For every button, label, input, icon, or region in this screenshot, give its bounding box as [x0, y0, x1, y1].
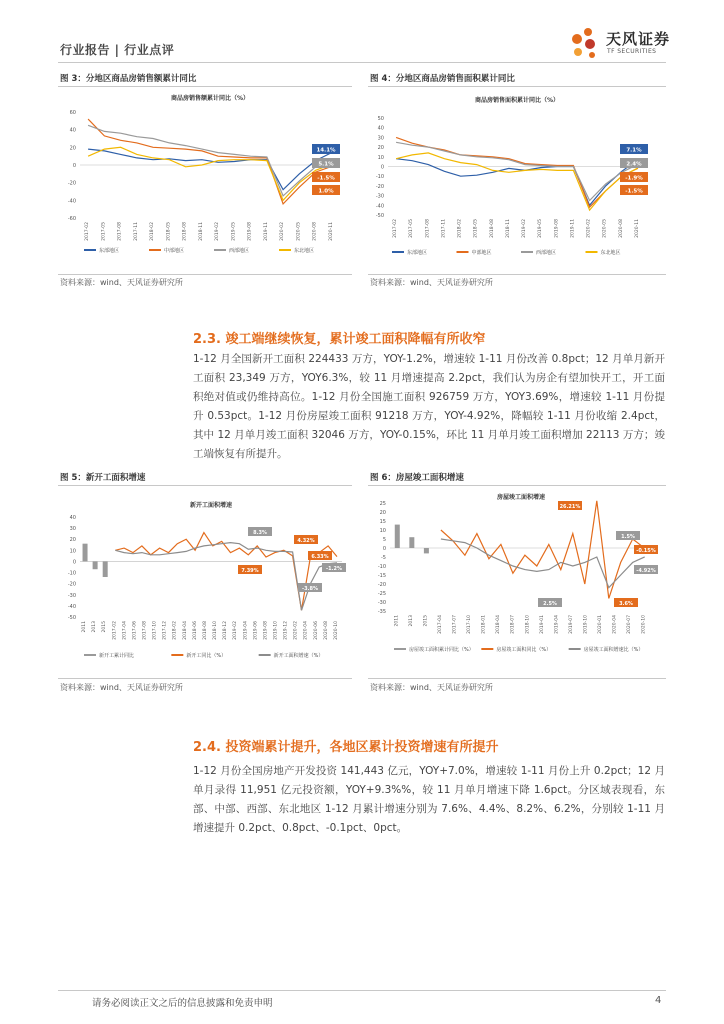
chart5-y-tick-label: 20 [69, 537, 76, 544]
figure-3-caption-rule [58, 86, 352, 87]
chart6-callout-label: 3.6% [619, 601, 633, 607]
chart6-callout-label: -0.15% [636, 548, 656, 554]
chart5-x-tick-label: 2017-10 [152, 621, 158, 640]
chart5-y-tick-label: -20 [67, 581, 76, 588]
chart4-callout-label: 2.4% [626, 161, 642, 168]
chart3-x-tick-label: 2018-11 [198, 222, 204, 241]
chart5-x-tick-label: 2020-02 [293, 621, 299, 640]
chart3-x-tick-label: 2019-05 [231, 222, 237, 241]
chart3-y-tick-label: -40 [67, 198, 76, 205]
chart6-title: 房屋竣工面积增速 [496, 494, 546, 501]
chart5-y-tick-label: 10 [69, 548, 76, 555]
footer-divider [58, 990, 666, 991]
chart4-legend-label: 东北地区 [600, 250, 621, 256]
chart5-x-tick-label: 2015 [102, 621, 108, 633]
chart6-y-tick-label: 25 [379, 501, 386, 507]
chart3-callout-label: 5.1% [318, 161, 334, 168]
chart6-y-tick-label: -30 [377, 600, 386, 606]
figure-4-source: 资料来源：wind、天风证券研究所 [370, 278, 493, 287]
chart6-bar [395, 525, 400, 548]
tf-logo-icon [566, 26, 604, 62]
chart5-x-tick-label: 2017-12 [162, 621, 168, 640]
report-type-header: 行业报告 | 行业点评 [60, 43, 175, 57]
chart5-y-tick-label: 0 [72, 559, 76, 566]
chart6-y-tick-label: 0 [382, 546, 386, 552]
chart4-callout-label: -1.9% [625, 175, 643, 182]
chart4-series-line [396, 159, 638, 206]
chart5-x-tick-label: 2018-04 [182, 621, 188, 640]
chart3-x-tick-label: 2017-08 [117, 222, 123, 241]
figure-6-caption-rule [368, 485, 666, 486]
chart6-x-tick-label: 2019-07 [568, 615, 574, 634]
chart5-x-tick-label: 2018-06 [192, 621, 198, 640]
figure-4-source-rule [368, 274, 666, 275]
chart3-legend-label: 东部地区 [99, 248, 120, 254]
figure-6-source: 资料来源：wind、天风证券研究所 [370, 683, 493, 692]
chart6-y-tick-label: -5 [381, 555, 386, 561]
chart6-y-tick-label: -25 [377, 591, 386, 597]
chart5-y-tick-label: -50 [67, 615, 76, 621]
chart5-y-tick-label: 40 [69, 515, 76, 521]
chart3-y-tick-label: 60 [69, 110, 76, 116]
figure-5-caption-rule [58, 485, 352, 486]
footer-disclaimer: 请务必阅读正文之后的信息披露和免责申明 [92, 998, 273, 1009]
chart5-x-tick-label: 2017-06 [132, 621, 138, 640]
chart4-x-tick-label: 2020-02 [586, 219, 592, 238]
chart5-bar [83, 544, 88, 562]
chart6-y-tick-label: -10 [377, 564, 386, 570]
chart6-callout-label: -4.92% [636, 568, 656, 574]
figure-3-chart [58, 90, 354, 270]
chart5-legend-label: 新开工累计同比 [99, 653, 135, 659]
chart3-legend-label: 西部地区 [229, 248, 250, 254]
chart3-callout-label: 14.1% [316, 147, 336, 154]
figure-3-caption: 图 3：分地区商品房销售额累计同比 [60, 74, 197, 84]
chart4-legend-label: 西部地区 [536, 250, 557, 256]
chart4-y-tick-label: -20 [375, 183, 384, 190]
chart4-callout-label: 7.1% [626, 147, 642, 154]
chart6-x-tick-label: 2017-07 [452, 615, 458, 634]
figure-5-source: 资料来源：wind、天风证券研究所 [60, 683, 183, 692]
chart6-legend-label: 房屋竣工面积累计同比（%） [409, 647, 474, 653]
chart4-x-tick-label: 2018-08 [489, 219, 495, 238]
chart6-x-tick-label: 2017-04 [437, 615, 443, 634]
chart5-x-tick-label: 2020-08 [323, 621, 329, 640]
figure-3-source-rule [58, 274, 352, 275]
chart3-x-tick-label: 2017-05 [101, 222, 107, 241]
chart5-x-tick-label: 2019-06 [253, 621, 259, 640]
chart4-x-tick-label: 2020-05 [602, 219, 608, 238]
chart6-x-tick-label: 2019-04 [554, 615, 560, 634]
logo-english-name: TF SECURITIES [607, 48, 657, 55]
chart3-x-tick-label: 2020-08 [312, 222, 318, 241]
chart5-legend-label: 新开工面积增速（%） [273, 653, 324, 659]
page-number: 4 [655, 995, 662, 1006]
chart6-x-tick-label: 2019-10 [583, 615, 589, 634]
chart3-y-tick-label: 20 [69, 145, 76, 152]
chart5-x-tick-label: 2019-10 [273, 621, 279, 640]
chart6-x-tick-label: 2018-04 [496, 615, 502, 634]
chart5-x-tick-label: 2017-08 [142, 621, 148, 640]
chart3-y-tick-label: -60 [67, 216, 76, 222]
chart5-x-tick-label: 2019-08 [263, 621, 269, 640]
chart4-y-tick-label: 10 [377, 154, 384, 161]
chart6-bar [409, 537, 414, 548]
chart3-x-tick-label: 2019-08 [247, 222, 253, 241]
chart5-series-line [115, 533, 337, 611]
chart5-callout-label: -1.2% [326, 566, 342, 572]
chart6-x-tick-label: 2018-10 [525, 615, 531, 634]
chart6-x-tick-label: 2020-07 [627, 615, 633, 634]
chart6-x-tick-label: 2020-01 [598, 615, 604, 634]
chart5-y-tick-label: -10 [67, 570, 76, 577]
chart5-callout-label: 4.32% [297, 538, 315, 544]
chart5-callout-label: 8.3% [253, 530, 267, 536]
chart5-y-tick-label: -40 [67, 603, 76, 610]
chart5-title: 新开工面积增速 [189, 502, 233, 509]
chart3-callout-label: 1.0% [318, 188, 334, 195]
chart6-x-tick-label: 2018-07 [510, 615, 516, 634]
chart3-y-tick-label: -20 [67, 180, 76, 187]
chart5-x-tick-label: 2020-10 [333, 621, 339, 640]
figure-4-chart [368, 90, 666, 270]
chart6-y-tick-label: -15 [377, 573, 386, 579]
chart3-title: 商品房销售额累计同比（%） [170, 95, 250, 102]
chart5-bar [93, 561, 98, 569]
chart4-y-tick-label: -40 [375, 203, 384, 210]
chart3-x-tick-label: 2019-11 [263, 222, 269, 241]
chart4-y-tick-label: -30 [375, 193, 384, 200]
chart6-y-tick-label: 5 [382, 537, 386, 543]
chart6-callout-label: 1.5% [621, 534, 635, 540]
chart4-legend-label: 东部地区 [407, 250, 428, 256]
chart4-y-tick-label: 20 [377, 145, 384, 152]
chart5-x-tick-label: 2019-04 [243, 621, 249, 640]
chart5-x-tick-label: 2020-06 [313, 621, 319, 640]
chart5-x-tick-label: 2018-02 [172, 621, 178, 640]
chart5-legend-label: 新开工同比（%） [186, 653, 227, 659]
chart3-legend-label: 东北地区 [294, 248, 315, 254]
chart4-legend-label: 中部地区 [471, 250, 492, 256]
chart4-y-tick-label: 0 [380, 164, 384, 171]
chart5-callout-label: 6.33% [311, 554, 329, 560]
chart6-y-tick-label: 20 [379, 510, 386, 516]
figure-6-source-rule [368, 678, 666, 679]
figure-4-caption: 图 4：分地区商品房销售面积累计同比 [370, 74, 515, 84]
chart5-callout-label: 7.39% [241, 568, 259, 574]
chart4-x-tick-label: 2017-08 [425, 219, 431, 238]
chart6-x-tick-label: 2019-01 [539, 615, 545, 634]
chart5-x-tick-label: 2019-02 [233, 621, 239, 640]
chart6-x-tick-label: 2020-04 [612, 615, 618, 634]
chart6-callout-label: 26.21% [559, 504, 581, 510]
chart3-x-tick-label: 2018-02 [150, 222, 156, 241]
chart4-x-tick-label: 2018-05 [473, 219, 479, 238]
chart4-x-tick-label: 2019-11 [570, 219, 576, 238]
chart3-callout-label: -1.5% [317, 175, 335, 182]
chart6-y-tick-label: -20 [377, 582, 386, 588]
chart4-y-tick-label: 30 [377, 135, 384, 142]
chart6-y-tick-label: 15 [379, 519, 386, 525]
figure-5-source-rule [58, 678, 352, 679]
logo-chinese-name: 天风证券 [606, 30, 671, 48]
chart4-y-tick-label: 40 [377, 125, 384, 132]
chart4-x-tick-label: 2019-02 [522, 219, 528, 238]
chart3-x-tick-label: 2020-11 [328, 222, 334, 241]
chart3-x-tick-label: 2018-08 [182, 222, 188, 241]
chart4-x-tick-label: 2020-11 [634, 219, 640, 238]
chart3-x-tick-label: 2018-05 [166, 222, 172, 241]
chart6-legend-label: 房屋竣工面积同比（%） [496, 647, 552, 653]
chart6-series-line [441, 539, 645, 588]
figure-4-caption-rule [368, 86, 666, 87]
chart4-x-tick-label: 2018-11 [505, 219, 511, 238]
chart5-x-tick-label: 2020-04 [303, 621, 309, 640]
chart6-y-tick-label: -35 [377, 609, 386, 615]
chart5-x-tick-label: 2018-12 [223, 621, 229, 640]
chart4-x-tick-label: 2017-05 [409, 219, 415, 238]
chart4-x-tick-label: 2019-05 [538, 219, 544, 238]
chart5-callout-label: -3.8% [302, 586, 318, 592]
chart5-bar [103, 561, 108, 577]
chart5-x-tick-label: 2017-02 [112, 621, 118, 640]
chart3-y-tick-label: 40 [69, 127, 76, 134]
chart4-callout-label: -1.5% [625, 188, 643, 195]
figure-5-caption: 图 5：新开工面积增速 [60, 473, 146, 483]
chart4-x-tick-label: 2018-02 [457, 219, 463, 238]
header-divider [58, 62, 666, 63]
chart4-y-tick-label: 50 [377, 116, 384, 122]
chart5-x-tick-label: 2018-08 [202, 621, 208, 640]
section-2-3-paragraph: 1-12 月全国新开工面积 224433 万方，YOY-1.2%，增速较 1-11 月份改善 0.8pct；12 月单月新开工面积 23,349 万方，YOY6.3%，较 11 月增速提高 2.2pct，我们认为房企有望加快开工，开工面积绝对值或仍维持高位。1-12 月份全国施工面积 926759 万方，YOY3.69%，增速较 1-11 月份提升 0.53pct。1-12 月份房屋竣工面积 91218 万方，YOY-4.92%，降幅较 1-11 月份收缩 2.4pct，其中 12 月单月竣工面积 32046 万方，YOY-0.15%，环比 11 月单月竣工面积增加 22113 万方；竣工端恢复有所提升。 [193, 353, 665, 460]
chart5-x-tick-label: 2018-10 [213, 621, 219, 640]
chart6-series-line [441, 501, 645, 599]
chart5-x-tick-label: 2017-04 [122, 621, 128, 640]
figure-6-caption: 图 6：房屋竣工面积增速 [370, 473, 464, 483]
chart6-x-tick-label: 2011 [394, 615, 400, 627]
chart6-bar [424, 548, 429, 553]
chart6-x-tick-label: 2018-01 [481, 615, 487, 634]
chart4-y-tick-label: -50 [375, 213, 384, 219]
chart3-series-line [88, 149, 332, 190]
chart6-x-tick-label: 2013 [408, 615, 414, 627]
chart5-x-tick-label: 2019-12 [283, 621, 289, 640]
chart3-x-tick-label: 2017-02 [85, 222, 91, 241]
chart3-x-tick-label: 2019-02 [215, 222, 221, 241]
section-2-4-paragraph: 1-12 月份全国房地产开发投资 141,443 亿元，YOY+7.0%，增速较 1-11 月份上升 0.2pct；12 月单月录得 11,951 亿元投资额，YOY+9.3%%，较 11 月单月增速下降 1.6pct。分区域表现看，东部、中部、西部、东北地区 1-12 月累计增速分别为 7.6%、4.4%、8.2%、6.2%，分别较 1-11 月增速提升 0.2pct、0.8pct、-0.1pct、0pct。 [193, 765, 665, 834]
figure-5-chart [58, 489, 354, 671]
chart3-y-tick-label: 0 [72, 163, 76, 169]
section-2-4-title: 2.4. 投资端累计提升，各地区累计投资增速有所提升 [193, 740, 499, 755]
chart3-x-tick-label: 2020-02 [280, 222, 286, 241]
chart6-legend-label: 房屋竣工面积增速比（%） [583, 647, 644, 653]
chart4-x-tick-label: 2017-02 [393, 219, 399, 238]
chart6-y-tick-label: 10 [379, 528, 386, 534]
chart4-y-tick-label: -10 [375, 174, 384, 181]
chart6-x-tick-label: 2020-10 [641, 615, 647, 634]
figure-3-source: 资料来源：wind、天风证券研究所 [60, 278, 183, 287]
section-2-3-title: 2.3. 竣工端继续恢复，累计竣工面积降幅有所收窄 [193, 332, 486, 347]
chart5-y-tick-label: 30 [69, 526, 76, 533]
figure-6-chart [368, 489, 666, 671]
chart5-x-tick-label: 2013 [92, 621, 98, 633]
chart4-x-tick-label: 2019-08 [554, 219, 560, 238]
chart3-legend-label: 中部地区 [164, 248, 185, 254]
chart6-callout-label: 2.5% [543, 601, 557, 607]
chart6-x-tick-label: 2017-10 [467, 615, 473, 634]
chart4-x-tick-label: 2017-11 [441, 219, 447, 238]
chart3-x-tick-label: 2017-11 [133, 222, 139, 241]
chart4-title: 商品房销售面积累计同比（%） [474, 97, 560, 104]
chart5-y-tick-label: -30 [67, 592, 76, 599]
chart5-x-tick-label: 2011 [82, 621, 88, 633]
chart3-x-tick-label: 2020-05 [296, 222, 302, 241]
chart6-x-tick-label: 2015 [423, 615, 429, 627]
chart4-x-tick-label: 2020-08 [618, 219, 624, 238]
company-logo [566, 26, 676, 62]
